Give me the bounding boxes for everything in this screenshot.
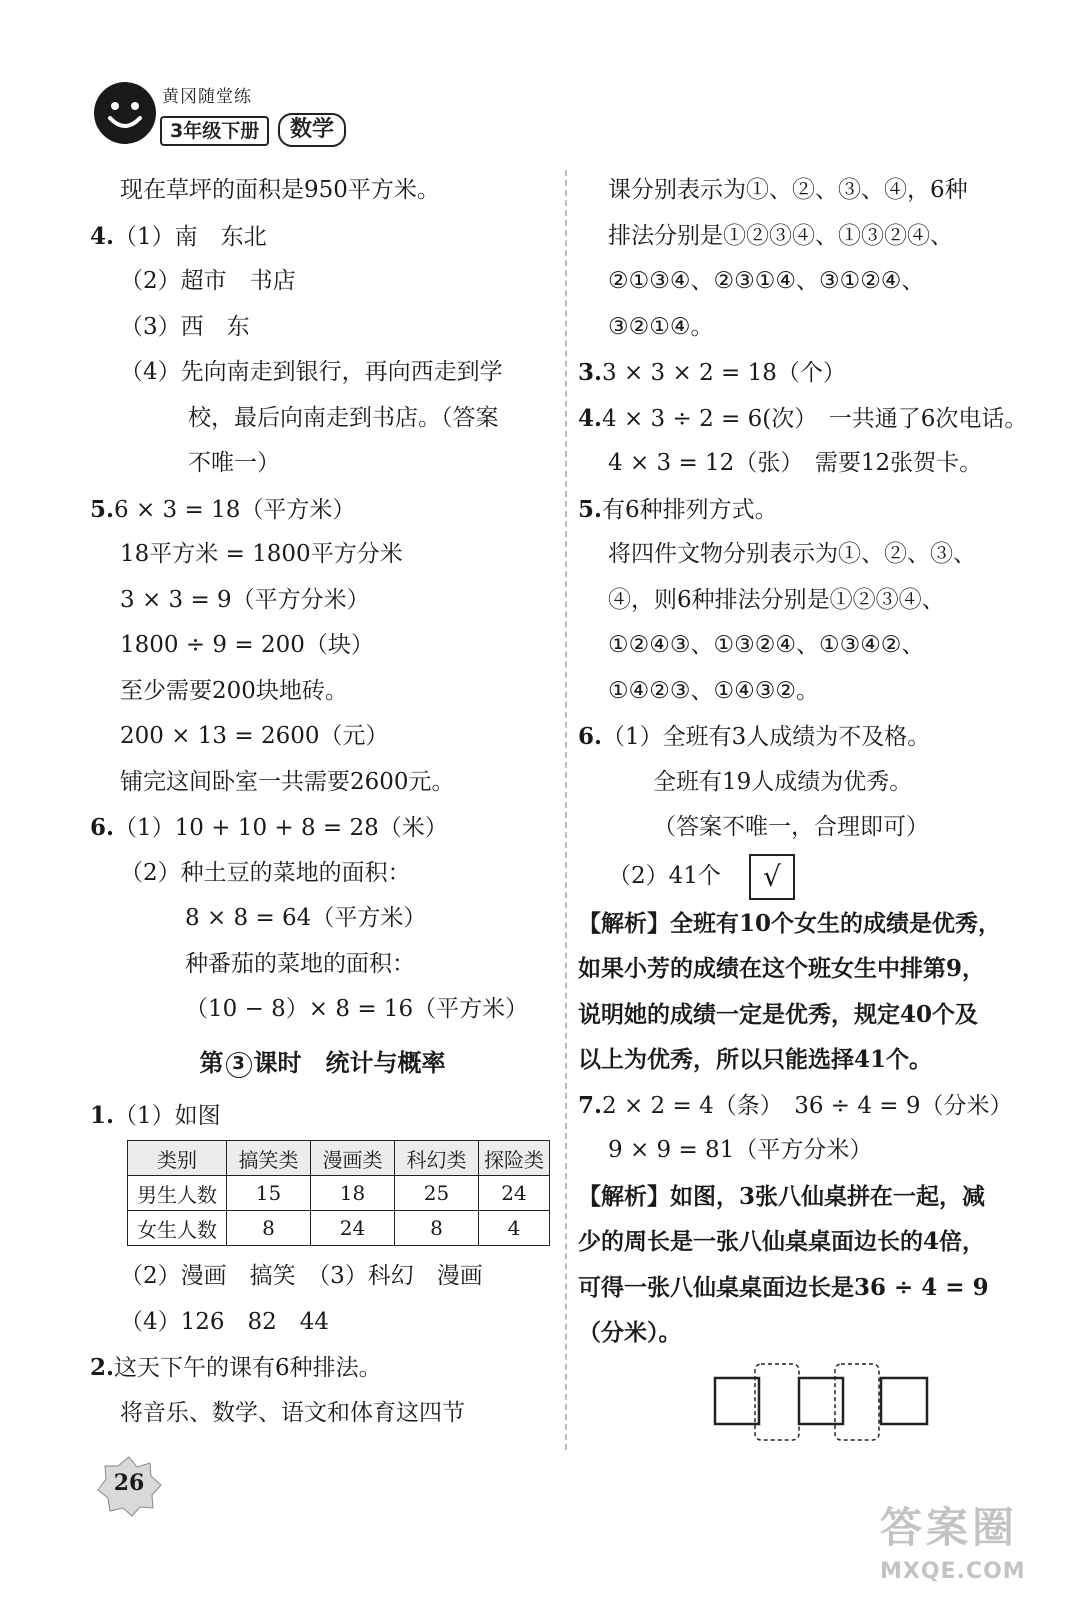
text-line: （1）南 东北 [114,223,267,250]
text-line: 2 × 2 = 4（条） 36 ÷ 4 = 9（分米） [602,1092,1013,1119]
text-line: （1）全班有3人成绩为不及格。 [602,724,931,750]
text-line: 校，最后向南走到书店。（答案 [188,404,499,431]
text-line: ①④②③、①④③②。 [608,677,819,704]
table-header-row [128,1141,550,1176]
explanation-line: 少的周长是一张八仙桌桌面边长的4倍， [578,1228,986,1255]
question-number: 1. [90,1101,115,1129]
text-line: 8 × 8 = 64（平方米） [185,905,427,931]
text-line: 3 × 3 × 2 = 18（个） [602,360,846,386]
book-header [92,78,352,158]
text-line: 3 × 3 = 9（平方分米） [120,586,370,613]
column-divider [565,170,567,1450]
question-number: 6. [578,723,603,750]
table-row [128,1211,550,1246]
text-line: 课分别表示为①、②、③、④，6种 [608,177,968,203]
text-line: 至少需要200块地砖。 [120,677,348,704]
checkmark-box: √ [749,854,795,900]
page-number: 26 [113,1470,145,1496]
text-line: （10 − 8）× 8 = 16（平方米） [185,996,529,1022]
explanation-line: （分米）。 [578,1319,682,1346]
text-line: 铺完这间卧室一共需要2600元。 [120,768,455,795]
explanation-line: 可得一张八仙桌桌面边长是36 ÷ 4 = 9 [578,1273,989,1301]
text-line: 这天下午的课有6种排法。 [114,1355,382,1381]
text-line: 有6种排列方式。 [602,496,778,523]
text-line: （2）种土豆的菜地的面积： [120,859,411,886]
text-line: ③②①④。 [608,313,714,340]
table-header-cell: 探险类 [479,1141,550,1176]
text-line: （4）先向南走到银行，再向西走到学 [120,359,503,385]
text-line: （2）漫画 搞笑 （3）科幻 漫画 [120,1263,483,1289]
text-line: ④，则6种排法分别是①②③④、 [608,586,945,613]
three-tables-diagram [713,1362,933,1442]
table-cell: 8 [227,1211,311,1246]
table-cell: 8 [395,1211,479,1246]
question-number: 3. [578,359,603,386]
reading-preference-table [127,1140,550,1246]
answer-4-line [90,214,555,260]
text-line: 6 × 3 = 18（平方米） [114,496,356,523]
lesson-number: 3 [226,1052,252,1078]
answer-5-line [578,487,1043,533]
question-number: 5. [578,495,603,523]
table-cell: 男生人数 [128,1176,227,1211]
stat-answer-1-line [90,1093,555,1139]
text-line: 9 × 9 = 81（平方分米） [608,1137,873,1163]
explanation-line: 如果小芳的成绩在这个班女生中排第9， [578,955,986,982]
explanation-line: 【解析】全班有10个女生的成绩是优秀， [578,909,1002,937]
answer-7-line [578,1083,1043,1129]
question-number: 2. [90,1354,115,1381]
text-line: （4）126 82 44 [120,1308,330,1335]
right-column [578,168,1043,1356]
question-number: 7. [578,1091,603,1119]
explanation-line: 【解析】如图，3张八仙桌拼在一起，减 [578,1182,986,1210]
watermark [880,1495,1045,1595]
text-line: ①②④③、①③②④、①③④②、 [608,632,925,658]
table-cell: 25 [395,1176,479,1211]
table-header-cell: 类别 [128,1141,227,1176]
text-line: （1）10 + 10 + 8 = 28（米） [114,815,448,841]
watermark-url: MXQE.COM [880,1559,1026,1584]
question-number: 5. [90,495,115,523]
text-line: 18平方米 = 1800平方分米 [120,541,403,567]
stat-answer-2-line [90,1345,555,1391]
table-row [128,1176,550,1211]
subject-label: 数学 [278,113,346,147]
text-line: 4 × 3 = 12（张） 需要12张贺卡。 [608,450,983,476]
table-header-cell: 科幻类 [395,1141,479,1176]
table-header-cell: 漫画类 [311,1141,395,1176]
answer-6-line [578,714,1043,760]
text-line: （答案不唯一，合理即可） [653,814,929,840]
left-column [90,168,555,1436]
text-line: （2）41个 [608,862,721,889]
text-line: 4 × 3 ÷ 2 = 6(次） 一共通了6次电话。 [602,405,1028,432]
text-line: （2）超市 书店 [120,268,296,294]
table-header-cell: 搞笑类 [227,1141,311,1176]
section-title [90,1033,555,1093]
text-line: 不唯一） [188,450,280,476]
table-cell: 24 [479,1176,550,1211]
section-prefix: 第 [199,1048,224,1077]
question-number: 6. [90,814,115,841]
table-cell: 女生人数 [128,1211,227,1246]
text-line: 1800 ÷ 9 = 200（块） [120,632,374,658]
text-line: （1）如图 [114,1102,221,1129]
table-cell: 4 [479,1211,550,1246]
table-cell: 15 [227,1176,311,1211]
answer-6-2-line [578,851,1043,901]
text-line: 全班有19人成绩为优秀。 [653,768,913,795]
brand-name: 黄冈随堂练 [162,87,252,107]
explanation-line: 以上为优秀，所以只能选择41个。 [578,1046,933,1073]
table-cell: 18 [311,1176,395,1211]
text-line: ②①③④、②③①④、③①②④、 [608,268,925,294]
table-cell: 24 [311,1211,395,1246]
question-number: 4. [578,404,603,432]
text-line: 将四件文物分别表示为①、②、③、 [608,541,976,567]
answer-3-line [578,350,1043,396]
section-suffix: 课时 统计与概率 [253,1048,446,1077]
grade-label: 3年级下册 [160,116,269,146]
text-line: （3）西 东 [120,313,250,340]
answer-4-line [578,396,1043,442]
watermark-text: 答案圈 [880,1503,1019,1552]
text-line: 排法分别是①②③④、①③②④、 [608,222,953,249]
explanation-line: 说明她的成绩一定是优秀，规定40个及 [578,1000,979,1028]
text-line: 种番茄的菜地的面积： [185,950,415,977]
text-line: 将音乐、数学、语文和体育这四节 [120,1399,465,1426]
smiley-logo-icon [92,80,158,146]
text-line: 200 × 13 = 2600（元） [120,723,389,749]
answer-5-line [90,487,555,533]
text-line: 现在草坪的面积是950平方米。 [120,177,440,203]
answer-6-line [90,805,555,851]
question-number: 4. [90,222,115,250]
